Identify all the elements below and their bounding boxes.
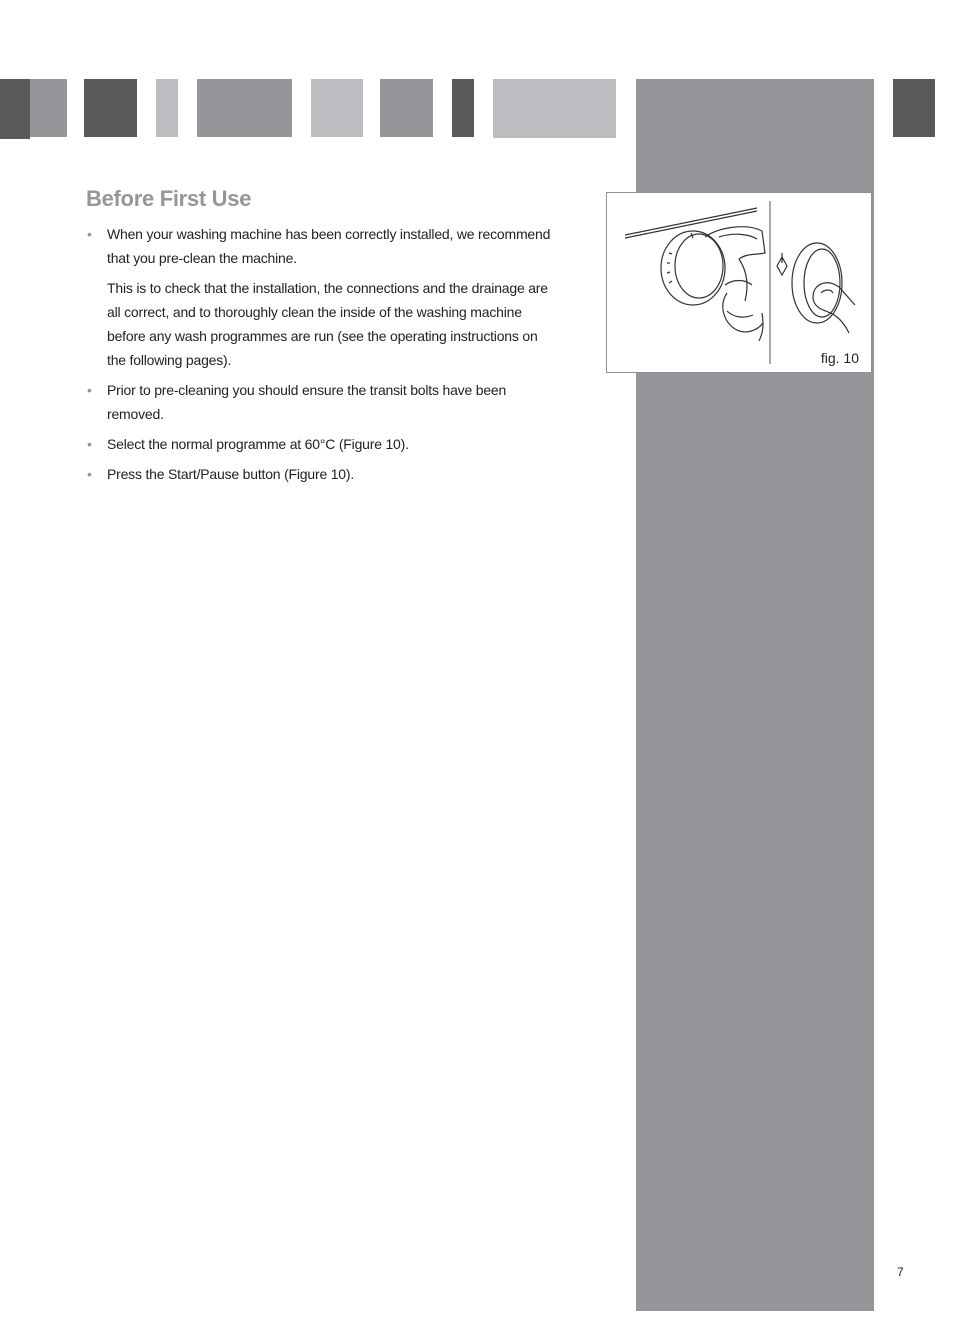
header-block-9 — [493, 79, 616, 138]
list-item-text: This is to check that the installation, the connections and the drainage are all correct, and to thoroughly clean the inside of the washing machine before any wash programmes are run (see the operating instructions on the following pages). — [107, 280, 548, 368]
bullet-icon: • — [87, 466, 92, 482]
section-heading: Before First Use — [86, 186, 252, 211]
header-block-2 — [30, 79, 67, 137]
list-item — [86, 462, 556, 486]
list-item — [86, 378, 556, 426]
figure-10 — [606, 192, 872, 373]
list-item-text: When your washing machine has been correctly installed, we recommend that you pre-clean the machine. — [107, 226, 551, 266]
list-item-text: Prior to pre-cleaning you should ensure the transit bolts have been removed. — [107, 382, 507, 422]
list-item — [86, 222, 556, 270]
bullet-icon: • — [87, 436, 92, 452]
list-item-continuation — [86, 276, 556, 372]
list-item — [86, 432, 556, 456]
bullet-icon: • — [87, 226, 92, 242]
washing-machine-controls-illustration — [607, 193, 871, 372]
programme-dial-icon — [625, 208, 765, 341]
header-block-10 — [893, 79, 935, 137]
start-pause-button-icon — [777, 243, 855, 333]
list-item-text: Select the normal programme at 60°C (Figure 10). — [107, 436, 409, 452]
list-item-text: Press the Start/Pause button (Figure 10). — [107, 466, 355, 482]
header-block-3 — [84, 79, 137, 137]
header-block-5 — [197, 79, 292, 137]
header-block-7 — [380, 79, 433, 137]
instruction-list — [86, 222, 556, 492]
page-number: 7 — [897, 1265, 904, 1279]
header-block-8 — [452, 79, 474, 137]
figure-caption: fig. 10 — [820, 350, 859, 366]
header-block-6 — [311, 79, 363, 137]
header-block-1 — [0, 79, 30, 139]
header-block-4 — [156, 79, 178, 137]
bullet-icon: • — [87, 382, 92, 398]
